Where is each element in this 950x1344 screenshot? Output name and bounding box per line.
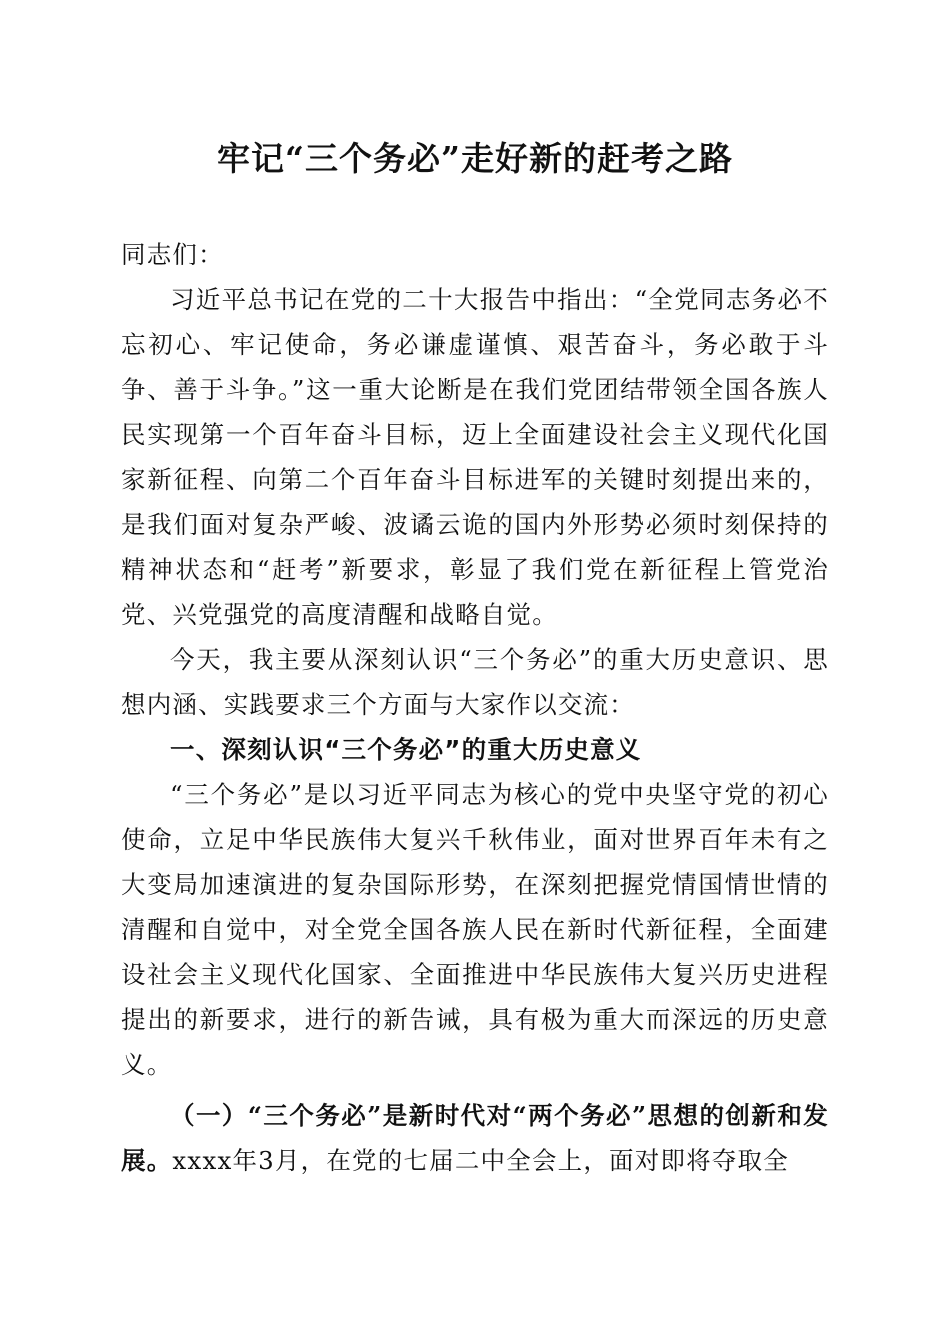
document-body (121, 232, 829, 1183)
paragraph-overview: 今天，我主要从深刻认识“三个务必”的重大历史意识、思想内涵、实践要求三个方面与大家作以交流： (121, 645, 829, 719)
document-title: 牢记“三个务必”走好新的赶考之路 (217, 139, 733, 178)
subsection-1-paragraph (121, 1093, 829, 1183)
section-1-paragraph: “三个务必”是以习近平同志为核心的党中央坚守党的初心使命，立足中华民族伟大复兴千秋伟业，面对世界百年未有之大变局加速演进的复杂国际形势，在深刻把握党情国情世情的清醒和自觉中，对全党全国各族人民在新时代新征程，全面建设社会主义现代化国家、全面推进中华民族伟大复兴历史进程提出的新要求，进行的新告诫，具有极为重大而深远的历史意义。 (121, 780, 829, 1079)
section-heading-1: 一、深刻认识“三个务必”的重大历史意义 (170, 735, 642, 764)
paragraph-intro: 习近平总书记在党的二十大报告中指出：“全党同志务必不忘初心、牢记使命，务必谦虚谨慎、艰苦奋斗，务必敢于斗争、善于斗争。”这一重大论断是在我们党团结带领全国各族人民实现第一个百年奋斗目标，迈上全面建设社会主义现代化国家新征程、向第二个百年奋斗目标进军的关键时刻提出来的，是我们面对复杂严峻、波谲云诡的国内外形势必须时刻保持的精神状态和“赶考”新要求，彰显了我们党在新征程上管党治党、兴党强党的高度清醒和战略自觉。 (121, 285, 829, 629)
subsection-1-text: xxxx年3月，在党的七届二中全会上，面对即将夺取全 (172, 1146, 789, 1175)
salutation: 同志们： (121, 240, 224, 269)
subsection-heading-1: （一）“三个务必”是新时代对“两个务必”思想的创新和发展。 (121, 1101, 829, 1175)
